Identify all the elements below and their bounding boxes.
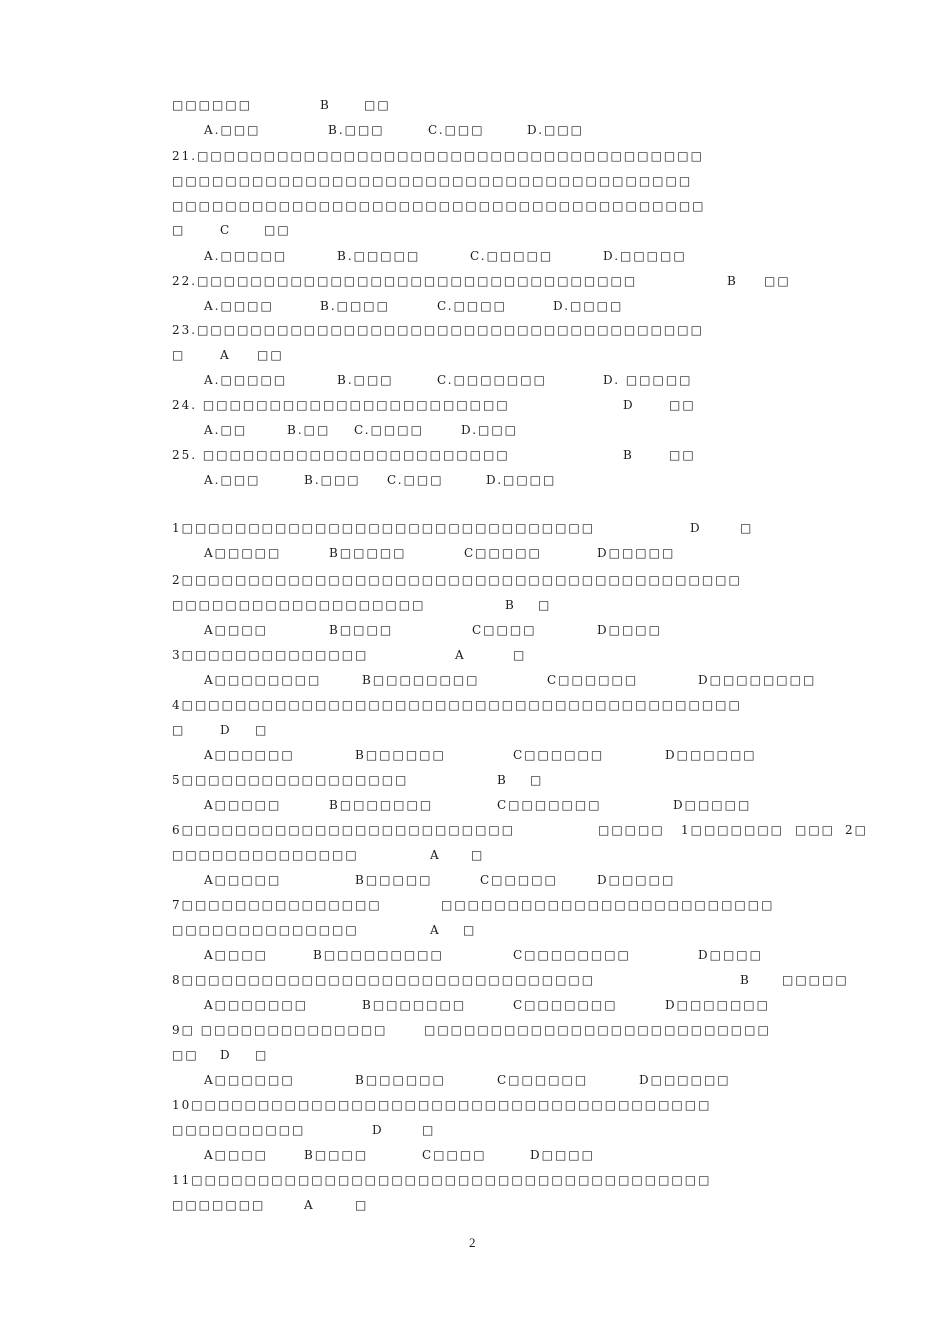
text-line: 11□□□□□□□□□□□□□□□□□□□□□□□□□□□□□□□□□□□□□□□ xyxy=(172,1173,712,1187)
text-segment: D□□□□□ xyxy=(597,873,676,887)
text-segment: D xyxy=(623,398,635,412)
text-segment: A xyxy=(430,923,441,937)
text-segment: □□□□□□□□□□□□□□□□□□□□□□□□□□ xyxy=(424,1023,771,1037)
text-segment: C□□□□□□□ xyxy=(497,798,602,812)
text-line: □ xyxy=(172,223,186,237)
text-segment: B□□□□□ xyxy=(329,546,407,560)
text-segment: D. □□□□□ xyxy=(603,373,693,387)
text-line: A□□□□□ xyxy=(204,798,282,812)
text-segment: D□□□□ xyxy=(597,623,662,637)
text-segment: B.□□ xyxy=(287,423,331,437)
text-segment: □□□□□□□□□□□□□□□□□□□□□□□□□ xyxy=(441,898,775,912)
text-segment: □□ xyxy=(364,98,391,112)
text-segment: C.□□□□□ xyxy=(470,249,554,263)
text-segment: C□□□□ xyxy=(422,1148,487,1162)
text-segment: B□□□□ xyxy=(329,623,394,637)
page-number: 2 xyxy=(469,1235,476,1250)
text-line: A□□□□ xyxy=(204,623,269,637)
text-segment: A xyxy=(304,1198,315,1212)
text-segment: C□□□□□□ xyxy=(547,673,639,687)
text-segment: C□□□□□□ xyxy=(497,1073,589,1087)
text-line: □□□□□□□ xyxy=(172,1198,266,1212)
text-segment: D□□□□ xyxy=(698,948,763,962)
text-segment: D□□□□□ xyxy=(673,798,752,812)
text-segment: C□□□□ xyxy=(472,623,537,637)
text-line: □□□□□□□□□□ xyxy=(172,1123,306,1137)
text-line: A.□□□□□ xyxy=(204,373,288,387)
text-line: 4□□□□□□□□□□□□□□□□□□□□□□□□□□□□□□□□□□□□□□□□□□ xyxy=(172,698,742,712)
text-line: A.□□□□□ xyxy=(204,249,288,263)
text-segment: D.□□□□ xyxy=(553,299,624,313)
text-segment: □□ xyxy=(257,348,284,362)
text-line: 10□□□□□□□□□□□□□□□□□□□□□□□□□□□□□□□□□□□□□□□ xyxy=(172,1098,712,1112)
text-segment: □□ xyxy=(669,398,696,412)
text-segment: B□□□□□ xyxy=(355,873,433,887)
text-segment: D xyxy=(220,1048,232,1062)
text-segment: B.□□□□ xyxy=(320,299,390,313)
text-line: A.□□□ xyxy=(204,123,261,137)
text-segment: B xyxy=(740,973,751,987)
text-segment: A xyxy=(455,648,466,662)
text-segment: □□□□□ xyxy=(598,823,665,837)
text-segment: □ xyxy=(255,723,269,737)
text-segment: D.□□□ xyxy=(461,423,519,437)
text-line: □□□□□□□□□□□□□□ xyxy=(172,848,359,862)
text-line: A□□□□ xyxy=(204,1148,269,1162)
text-line: □ xyxy=(172,348,186,362)
text-segment: D□□□□□ xyxy=(597,546,676,560)
text-segment: 2□ xyxy=(845,823,868,837)
text-line: A□□□□□ xyxy=(204,873,282,887)
text-segment: C.□□□□ xyxy=(437,299,507,313)
text-line: A.□□ xyxy=(204,423,248,437)
text-line: □□□□□□□□□□□□□□□□□□□□□□□□□□□□□□□□□□□□□□□□ xyxy=(172,199,706,213)
text-line: A□□□□□□ xyxy=(204,748,295,762)
text-line: 8□□□□□□□□□□□□□□□□□□□□□□□□□□□□□□□ xyxy=(172,973,596,987)
text-segment: B□□□□□□ xyxy=(355,748,446,762)
text-segment: A xyxy=(220,348,231,362)
text-line: □□□□□□ xyxy=(172,98,253,112)
text-segment: C.□□□ xyxy=(387,473,444,487)
text-segment: C.□□□ xyxy=(428,123,485,137)
text-segment: □ xyxy=(513,648,527,662)
text-segment: B.□□□□□ xyxy=(337,249,421,263)
text-segment: □□□□□ xyxy=(782,973,849,987)
text-segment: C xyxy=(220,223,232,237)
text-segment: □□ xyxy=(264,223,291,237)
text-segment: D□□□□□□ xyxy=(639,1073,731,1087)
text-segment: B□□□□□□□ xyxy=(362,998,467,1012)
text-line: 9□ □□□□□□□□□□□□□□ xyxy=(172,1023,388,1037)
text-segment: □ xyxy=(530,773,544,787)
text-line: 22.□□□□□□□□□□□□□□□□□□□□□□□□□□□□□□□□□ xyxy=(172,274,638,288)
text-segment: D.□□□□ xyxy=(486,473,557,487)
text-segment: B□□□□□□ xyxy=(355,1073,446,1087)
text-segment: D.□□□ xyxy=(527,123,585,137)
text-segment: D□□□□□□□ xyxy=(665,998,770,1012)
text-segment: D□□□□ xyxy=(530,1148,595,1162)
text-segment: □ xyxy=(422,1123,436,1137)
text-segment: B□□□□ xyxy=(304,1148,369,1162)
text-line: A□□□□□ xyxy=(204,546,282,560)
text-segment: □ xyxy=(538,598,552,612)
text-segment: D xyxy=(220,723,232,737)
text-segment: D.□□□□□ xyxy=(603,249,687,263)
text-segment: □□ xyxy=(669,448,696,462)
text-line: A□□□□ xyxy=(204,948,269,962)
text-line: A.□□□ xyxy=(204,473,261,487)
text-segment: D xyxy=(690,521,702,535)
text-segment: □□ xyxy=(764,274,791,288)
text-segment: C.□□□□ xyxy=(354,423,424,437)
text-line: □□ xyxy=(172,1048,199,1062)
text-line: 25. □□□□□□□□□□□□□□□□□□□□□□□ xyxy=(172,448,510,462)
text-segment: C□□□□□ xyxy=(464,546,542,560)
text-line: 1□□□□□□□□□□□□□□□□□□□□□□□□□□□□□□□ xyxy=(172,521,596,535)
text-segment: D□□□□□□ xyxy=(665,748,757,762)
text-segment: B.□□□ xyxy=(337,373,394,387)
text-line: □□□□□□□□□□□□□□□□□□□ xyxy=(172,598,426,612)
text-line: A.□□□□ xyxy=(204,299,274,313)
text-segment: □ xyxy=(740,521,754,535)
text-segment: A xyxy=(430,848,441,862)
text-line: 3□□□□□□□□□□□□□□ xyxy=(172,648,369,662)
text-line: 5□□□□□□□□□□□□□□□□□ xyxy=(172,773,409,787)
text-line: A□□□□□□□ xyxy=(204,998,309,1012)
text-segment: B□□□□□□□□ xyxy=(362,673,480,687)
text-line: □□□□□□□□□□□□□□□□□□□□□□□□□□□□□□□□□□□□□□□ xyxy=(172,174,693,188)
text-line: 2□□□□□□□□□□□□□□□□□□□□□□□□□□□□□□□□□□□□□□□□□□ xyxy=(172,573,742,587)
text-line: A□□□□□□ xyxy=(204,1073,295,1087)
text-line: 7□□□□□□□□□□□□□□□ xyxy=(172,898,382,912)
text-segment: C□□□□□□□□ xyxy=(513,948,631,962)
text-segment: C□□□□□ xyxy=(480,873,558,887)
text-segment: B□□□□□□□□□ xyxy=(313,948,444,962)
text-line: 6□□□□□□□□□□□□□□□□□□□□□□□□□ xyxy=(172,823,516,837)
text-segment: D xyxy=(372,1123,384,1137)
text-segment: C□□□□□□□ xyxy=(513,998,618,1012)
text-segment: B xyxy=(505,598,516,612)
text-line: A□□□□□□□□ xyxy=(204,673,322,687)
text-segment: □ xyxy=(355,1198,369,1212)
text-segment: □ xyxy=(255,1048,269,1062)
text-segment: B□□□□□□□ xyxy=(329,798,434,812)
text-segment: □□□ xyxy=(795,823,836,837)
text-segment: B xyxy=(623,448,634,462)
text-segment: □ xyxy=(471,848,485,862)
text-segment: C□□□□□□ xyxy=(513,748,605,762)
text-segment: B.□□□ xyxy=(304,473,361,487)
text-segment: □ xyxy=(463,923,477,937)
text-segment: C.□□□□□□□ xyxy=(437,373,547,387)
text-line: 21.□□□□□□□□□□□□□□□□□□□□□□□□□□□□□□□□□□□□□□ xyxy=(172,149,704,163)
text-segment: B xyxy=(320,98,331,112)
text-line: 23.□□□□□□□□□□□□□□□□□□□□□□□□□□□□□□□□□□□□□□ xyxy=(172,323,704,337)
text-segment: B xyxy=(497,773,508,787)
text-segment: 1□□□□□□□ xyxy=(681,823,784,837)
text-segment: B xyxy=(727,274,738,288)
text-segment: D□□□□□□□□ xyxy=(698,673,817,687)
text-line: □□□□□□□□□□□□□□ xyxy=(172,923,359,937)
text-segment: B.□□□ xyxy=(328,123,385,137)
text-line: 24. □□□□□□□□□□□□□□□□□□□□□□□ xyxy=(172,398,510,412)
text-line: □ xyxy=(172,723,186,737)
